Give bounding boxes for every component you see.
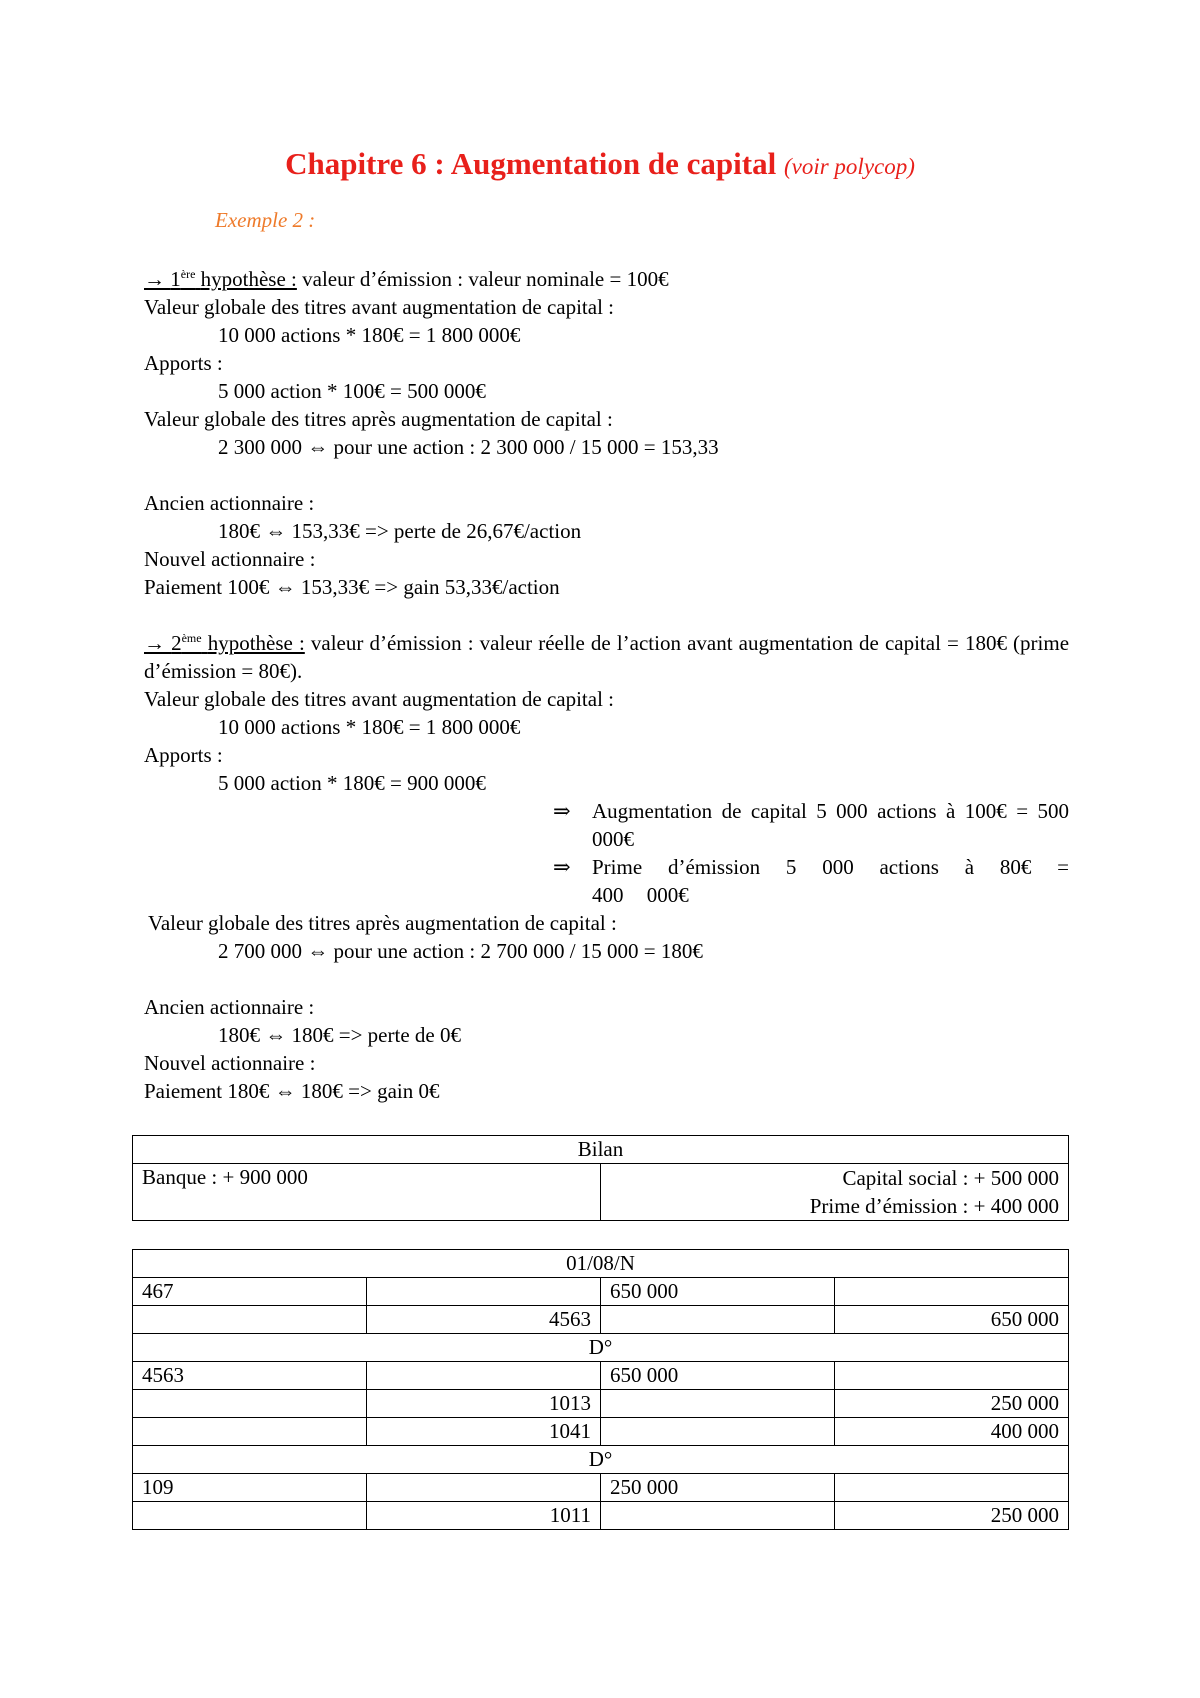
hyp1-number: 1	[170, 267, 181, 291]
journal-cell	[835, 1474, 1069, 1502]
journal-cell	[367, 1278, 601, 1306]
journal-cell	[601, 1502, 835, 1530]
text-line: 2 300 000 ⇔ pour une action : 2 300 000 / 15 000 = 153,33	[218, 435, 719, 459]
text-line: Nouvel actionnaire :	[144, 1051, 316, 1075]
text-line: 5 000 action * 180€ = 900 000€	[218, 771, 486, 795]
table-row	[133, 1474, 1069, 1502]
right-arrow-icon: →	[144, 267, 165, 291]
table-row	[133, 1136, 1069, 1164]
table-row	[133, 1362, 1069, 1390]
hyp1-text: valeur d’émission : valeur nominale = 100€	[296, 267, 669, 291]
right-arrow-icon: →	[144, 631, 165, 655]
table-row	[133, 1278, 1069, 1306]
journal-cell: 650 000	[601, 1278, 835, 1306]
text-line: 2 700 000 ⇔ pour une action : 2 700 000 / 15 000 = 180€	[218, 939, 703, 963]
journal-cell	[133, 1418, 367, 1446]
journal-cell: 1011	[367, 1502, 601, 1530]
list-item-text: Augmentation de capital 5 000 actions à 100€ = 500 000€	[592, 799, 1069, 851]
hyp1-superscript: ère	[180, 267, 196, 281]
table-row	[133, 1390, 1069, 1418]
table-row	[133, 1334, 1069, 1362]
journal-cell	[601, 1390, 835, 1418]
text-line: Valeur globale des titres avant augmentation de capital :	[144, 295, 614, 319]
journal-cell: 250 000	[835, 1390, 1069, 1418]
journal-cell	[835, 1278, 1069, 1306]
journal-cell: 250 000	[601, 1474, 835, 1502]
text-line: Valeur globale des titres avant augmentation de capital :	[144, 687, 614, 711]
list-item-text: Prime d’émission 5 000 actions à 80€ = 400 000€	[592, 855, 1069, 907]
table-row	[133, 1250, 1069, 1278]
hyp2-text: valeur d’émission : valeur réelle de l’action avant augmentation de capital = 180€ (prime d’émission = 80€).	[144, 631, 1070, 683]
hyp2-number: 2	[171, 631, 182, 655]
chapter-title-note: (voir polycop)	[783, 154, 915, 179]
text-line: Valeur globale des titres après augmentation de capital :	[148, 911, 617, 935]
text-line: Paiement 180€ ⇔ 180€ => gain 0€	[144, 1079, 440, 1103]
chapter-title-main: Chapitre 6 : Augmentation de capital	[285, 146, 777, 181]
journal-cell: 4563	[367, 1306, 601, 1334]
text-line: Nouvel actionnaire :	[144, 547, 316, 571]
journal-cell: 400 000	[835, 1418, 1069, 1446]
journal-body	[133, 1250, 1069, 1530]
hyp2-superscript: ème	[181, 631, 202, 645]
double-arrow-icon: ⇒	[553, 855, 571, 879]
text-line: Ancien actionnaire :	[144, 491, 315, 515]
journal-cell	[133, 1502, 367, 1530]
text-line: Ancien actionnaire :	[144, 995, 315, 1019]
hyp1-heading	[144, 265, 1069, 293]
journal-cell: 650 000	[835, 1306, 1069, 1334]
list-item	[549, 797, 1069, 853]
text-line: 180€ ⇔ 153,33€ => perte de 26,67€/action	[218, 519, 582, 543]
journal-cell: 4563	[133, 1362, 367, 1390]
list-item	[549, 853, 1069, 909]
journal-table	[132, 1249, 1069, 1530]
journal-cell: 1013	[367, 1390, 601, 1418]
journal-cell: 650 000	[601, 1362, 835, 1390]
journal-date-header: D°	[133, 1446, 1069, 1474]
bilan-header: Bilan	[133, 1136, 1069, 1164]
document-body	[144, 265, 1069, 1105]
journal-cell: 467	[133, 1278, 367, 1306]
table-row	[133, 1502, 1069, 1530]
chapter-title	[0, 146, 1200, 182]
table-row	[133, 1446, 1069, 1474]
example-label: Exemple 2 :	[215, 208, 316, 232]
journal-cell	[601, 1418, 835, 1446]
text-line: Paiement 100€ ⇔ 153,33€ => gain 53,33€/action	[144, 575, 560, 599]
bilan-right-line: Prime d’émission : + 400 000	[809, 1194, 1059, 1218]
hyp2-label: hypothèse :	[207, 631, 305, 655]
text-line: Apports :	[144, 351, 223, 375]
journal-cell	[133, 1306, 367, 1334]
journal-cell: 109	[133, 1474, 367, 1502]
journal-date-header: 01/08/N	[133, 1250, 1069, 1278]
text-line: Valeur globale des titres après augmentation de capital :	[144, 407, 613, 431]
journal-date-header: D°	[133, 1334, 1069, 1362]
bilan-right-cell	[601, 1164, 1069, 1221]
table-row	[133, 1164, 1069, 1221]
text-line: 180€ ⇔ 180€ => perte de 0€	[218, 1023, 461, 1047]
double-arrow-icon: ⇒	[553, 799, 571, 823]
text-line: Apports :	[144, 743, 223, 767]
journal-cell: 1041	[367, 1418, 601, 1446]
bilan-right-line: Capital social : + 500 000	[842, 1166, 1059, 1190]
text-line: 10 000 actions * 180€ = 1 800 000€	[218, 323, 521, 347]
journal-cell: 250 000	[835, 1502, 1069, 1530]
table-row	[133, 1418, 1069, 1446]
journal-cell	[133, 1390, 367, 1418]
journal-cell	[601, 1306, 835, 1334]
text-line: 5 000 action * 100€ = 500 000€	[218, 379, 486, 403]
journal-cell	[835, 1362, 1069, 1390]
bilan-table	[132, 1135, 1069, 1221]
hyp2-heading	[144, 629, 1069, 685]
journal-cell	[367, 1362, 601, 1390]
table-row	[133, 1306, 1069, 1334]
bilan-left-cell	[133, 1164, 601, 1221]
hyp1-label: hypothèse :	[200, 267, 297, 291]
bilan-left-text: Banque : + 900 000	[142, 1165, 308, 1189]
arrow-list	[549, 797, 1069, 909]
text-line: 10 000 actions * 180€ = 1 800 000€	[218, 715, 521, 739]
journal-cell	[367, 1474, 601, 1502]
